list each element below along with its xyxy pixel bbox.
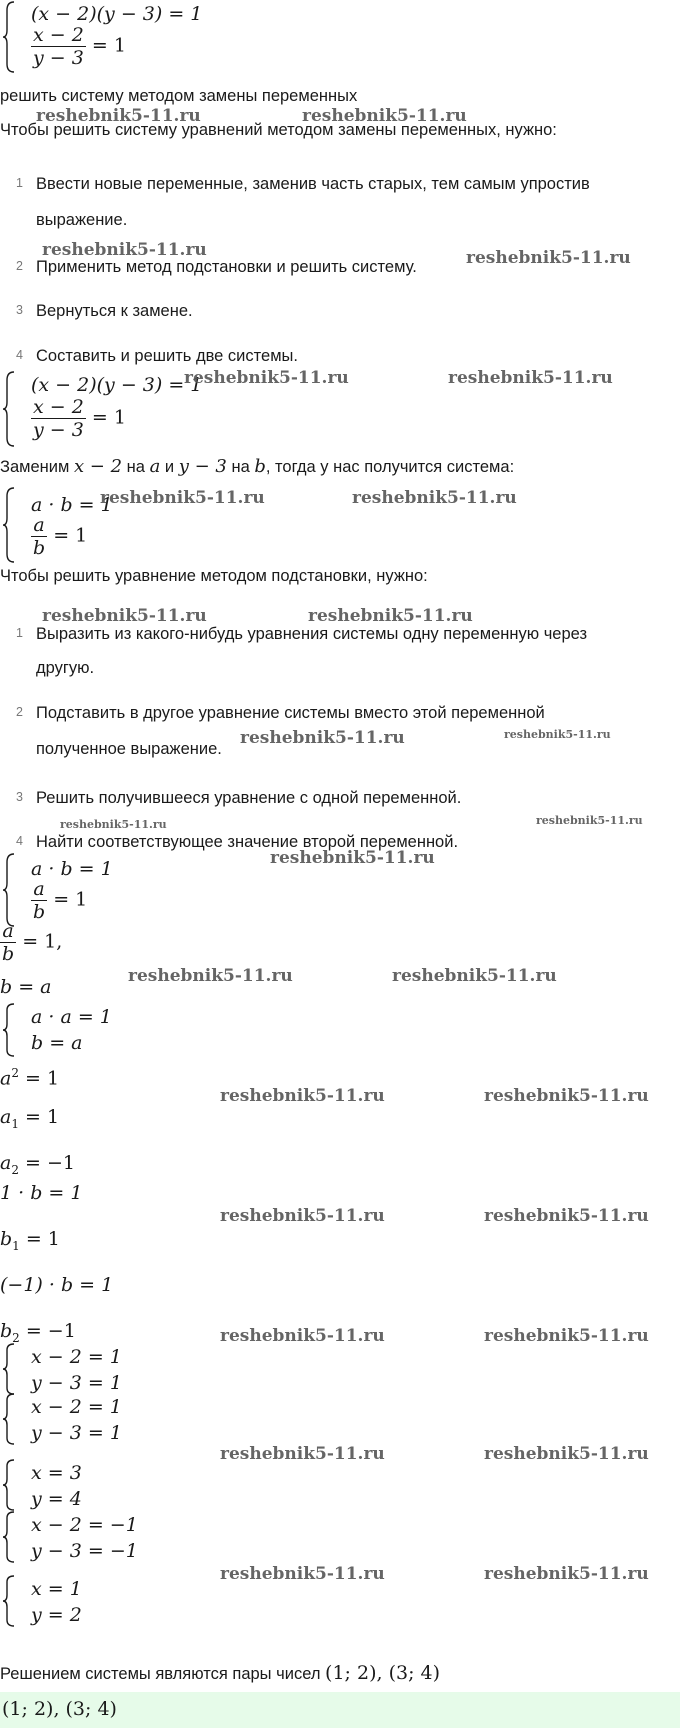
watermark: reshebnik5-11.ru <box>484 1086 649 1106</box>
watermark: reshebnik5-11.ru <box>42 240 207 260</box>
equation: $b_2 = -1$ <box>0 1320 76 1345</box>
brace-icon <box>2 1342 16 1396</box>
equation: x = 1 <box>31 1578 82 1600</box>
watermark: reshebnik5-11.ru <box>220 1206 385 1226</box>
fraction: $\frac{a}{b}$ <box>33 878 46 923</box>
brace-icon <box>2 1574 16 1628</box>
equation: b = a <box>0 976 52 998</box>
brace-icon <box>2 1002 16 1058</box>
watermark: reshebnik5-11.ru <box>352 488 517 508</box>
equation: a · a = 1 <box>31 1006 112 1028</box>
answer-box <box>0 1692 680 1728</box>
list-item: Составить и решить две системы. <box>36 347 298 365</box>
brace-icon <box>2 1458 16 1512</box>
list-item-continuation: другую. <box>36 659 95 677</box>
equation: y = 4 <box>31 1488 82 1510</box>
watermark: reshebnik5-11.ru <box>220 1444 385 1464</box>
solution-text: Решением системы являются пары чисел (1; 2), (3; 4) <box>0 1662 441 1684</box>
equation: y − 3 = 1 <box>31 1372 122 1394</box>
equation: b = a <box>31 1032 83 1054</box>
watermark: reshebnik5-11.ru <box>448 368 613 388</box>
list-item: Применить метод подстановки и решить систему. <box>36 258 417 276</box>
equation: $a_2 = -1$ <box>0 1152 75 1177</box>
watermark: reshebnik5-11.ru <box>240 728 405 748</box>
watermark: reshebnik5-11.ru <box>220 1086 385 1106</box>
equation: $b_1 = 1$ <box>0 1228 60 1253</box>
watermark: reshebnik5-11.ru <box>184 368 349 388</box>
fraction: $\frac{a}{b}$ <box>33 514 46 559</box>
list-item: Подставить в другое уравнение системы вместо этой переменной <box>36 704 545 722</box>
list-item: Вернуться к замене. <box>36 302 193 320</box>
brace-icon <box>2 1392 16 1446</box>
watermark: reshebnik5-11.ru <box>504 728 611 741</box>
equation: 1 · b = 1 <box>0 1182 83 1204</box>
equation: $\frac{a}{b}$ = 1, <box>2 920 63 965</box>
answer-value: (1; 2), (3; 4) <box>2 1698 117 1720</box>
watermark: reshebnik5-11.ru <box>36 106 201 126</box>
equation: $a_1 = 1$ <box>0 1106 60 1131</box>
watermark: reshebnik5-11.ru <box>484 1206 649 1226</box>
watermark: reshebnik5-11.ru <box>536 814 643 827</box>
watermark: reshebnik5-11.ru <box>220 1564 385 1584</box>
watermark: reshebnik5-11.ru <box>220 1326 385 1346</box>
watermark: reshebnik5-11.ru <box>466 248 631 268</box>
equation: (x − 2)(y − 3) = 1 <box>31 3 203 25</box>
equation: x = 3 <box>31 1462 82 1484</box>
watermark: reshebnik5-11.ru <box>484 1444 649 1464</box>
list-item: Решить получившееся уравнение с одной переменной. <box>36 789 462 807</box>
list-item: Ввести новые переменные, заменив часть старых, тем самым упростив <box>36 175 590 193</box>
list-item-continuation: полученное выражение. <box>36 740 222 758</box>
fraction: $\frac{x - 2}{y - 3}$ <box>33 396 84 441</box>
task-text: решить систему методом замены переменных <box>0 87 358 105</box>
equation: a · b = 1 <box>31 858 113 880</box>
watermark: reshebnik5-11.ru <box>100 488 265 508</box>
watermark: reshebnik5-11.ru <box>392 966 557 986</box>
equation: x − 2 = −1 <box>31 1514 138 1536</box>
intro-text: Чтобы решить систему уравнений методом замены переменных, нужно: <box>0 121 557 139</box>
watermark: reshebnik5-11.ru <box>128 966 293 986</box>
list-item: Выразить из какого-нибудь уравнения системы одну переменную через <box>36 625 588 643</box>
watermark: reshebnik5-11.ru <box>302 106 467 126</box>
brace-icon <box>2 1510 16 1564</box>
equation: a · b = 1 <box>31 494 113 516</box>
fraction: $\frac{a}{b}$ <box>2 920 15 965</box>
watermark: reshebnik5-11.ru <box>60 818 167 831</box>
equation: x − 2 = 1 <box>31 1346 122 1368</box>
equation: x − 2 = 1 <box>31 1396 122 1418</box>
list-item-continuation: выражение. <box>36 211 128 229</box>
brace-icon <box>2 486 16 564</box>
equation: y = 2 <box>31 1604 82 1626</box>
equation: (−1) · b = 1 <box>0 1274 114 1296</box>
watermark: reshebnik5-11.ru <box>484 1326 649 1346</box>
brace-icon <box>2 370 16 448</box>
equation: y − 3 = 1 <box>31 1422 122 1444</box>
equation: (x − 2)(y − 3) = 1 <box>31 374 203 396</box>
brace-icon <box>2 852 16 928</box>
replace-text: Заменим x − 2 на a и y − 3 на b, тогда у нас получится система: <box>0 456 515 477</box>
watermark: reshebnik5-11.ru <box>270 848 435 868</box>
equation: $a^2 = 1$ <box>0 1066 60 1090</box>
brace-icon <box>2 0 16 74</box>
watermark: reshebnik5-11.ru <box>42 606 207 626</box>
fraction: $\frac{x - 2}{y - 3}$ <box>33 24 84 69</box>
watermark: reshebnik5-11.ru <box>308 606 473 626</box>
equation: y − 3 = −1 <box>31 1540 138 1562</box>
list-item: Найти соответствующее значение второй переменной. <box>36 833 459 851</box>
watermark: reshebnik5-11.ru <box>484 1564 649 1584</box>
method-text: Чтобы решить уравнение методом подстановки, нужно: <box>0 567 428 585</box>
